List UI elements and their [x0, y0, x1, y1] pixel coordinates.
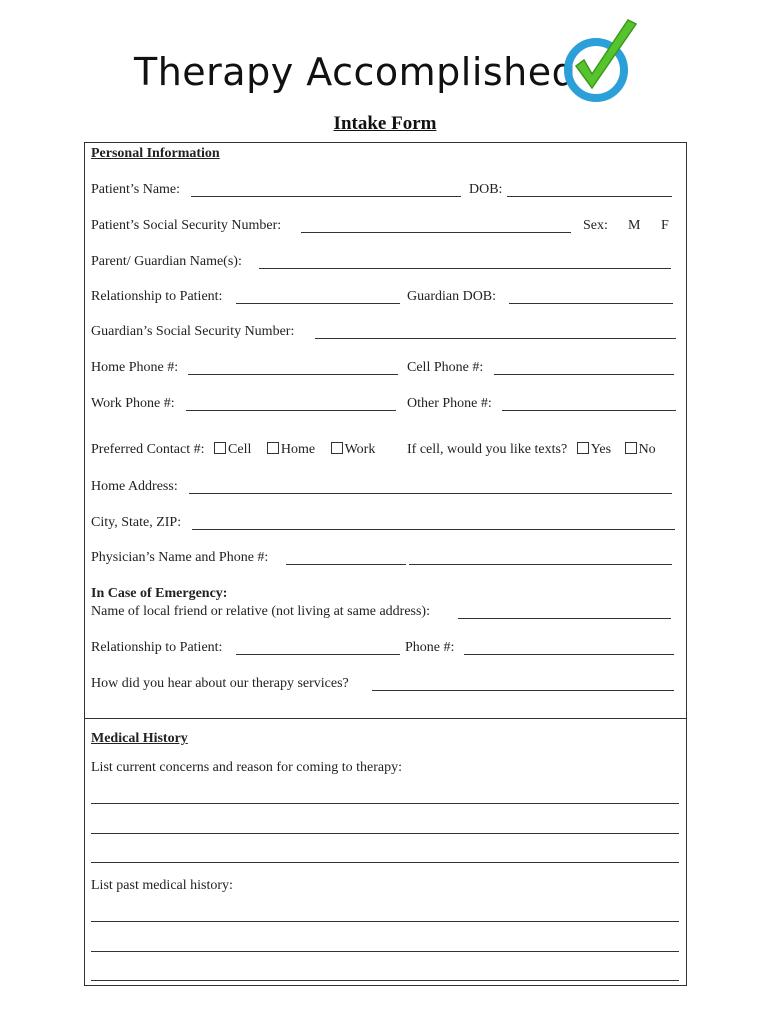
guardian-dob-field[interactable]	[509, 303, 673, 304]
city-state-zip-label: City, State, ZIP:	[91, 515, 182, 530]
checkbox-yes-label: Yes	[590, 442, 612, 457]
city-state-zip-field[interactable]	[192, 529, 675, 530]
checkbox-work[interactable]	[331, 442, 343, 454]
past-history-line-2[interactable]	[91, 951, 679, 952]
cell-phone-label: Cell Phone #:	[407, 360, 484, 375]
sex-label: Sex:	[583, 218, 608, 233]
texts-row	[407, 442, 656, 458]
preferred-contact-row	[91, 442, 375, 458]
checkbox-home-label: Home	[280, 442, 316, 457]
cell-phone-field[interactable]	[494, 374, 674, 375]
preferred-contact-label: Preferred Contact #:	[91, 442, 205, 457]
medical-history-heading: Medical History	[91, 731, 188, 746]
emergency-phone-label: Phone #:	[405, 640, 455, 655]
emergency-phone-field[interactable]	[464, 654, 674, 655]
header	[0, 0, 770, 110]
dob-label: DOB:	[469, 182, 503, 197]
emergency-relationship-field[interactable]	[236, 654, 400, 655]
checkbox-work-label: Work	[344, 442, 376, 457]
physician-label: Physician’s Name and Phone #:	[91, 550, 269, 565]
other-phone-field[interactable]	[502, 410, 676, 411]
dob-field[interactable]	[507, 196, 672, 197]
concerns-label: List current concerns and reason for coming to therapy:	[91, 760, 403, 775]
home-phone-field[interactable]	[188, 374, 398, 375]
home-address-label: Home Address:	[91, 479, 178, 494]
relationship-label: Relationship to Patient:	[91, 289, 223, 304]
sex-option-f[interactable]: F	[661, 218, 669, 233]
checkbox-yes[interactable]	[577, 442, 589, 454]
checkbox-home[interactable]	[267, 442, 279, 454]
other-phone-label: Other Phone #:	[407, 396, 492, 411]
past-history-line-3[interactable]	[91, 980, 679, 981]
past-history-line-1[interactable]	[91, 921, 679, 922]
guardian-ssn-field[interactable]	[315, 338, 676, 339]
checkmark-logo-icon	[562, 18, 642, 104]
checkbox-cell-label: Cell	[228, 442, 252, 457]
emergency-contact-label: Name of local friend or relative (not living at same address):	[91, 604, 430, 619]
emergency-contact-field[interactable]	[458, 618, 671, 619]
relationship-field[interactable]	[236, 303, 400, 304]
guardian-ssn-label: Guardian’s Social Security Number:	[91, 324, 295, 339]
concerns-line-1[interactable]	[91, 803, 679, 804]
home-phone-label: Home Phone #:	[91, 360, 179, 375]
emergency-relationship-label: Relationship to Patient:	[91, 640, 223, 655]
concerns-line-2[interactable]	[91, 833, 679, 834]
concerns-line-3[interactable]	[91, 862, 679, 863]
referral-field[interactable]	[372, 690, 674, 691]
past-history-label: List past medical history:	[91, 878, 233, 893]
texts-question: If cell, would you like texts?	[407, 442, 568, 457]
checkbox-cell[interactable]	[214, 442, 226, 454]
home-address-field[interactable]	[189, 493, 672, 494]
form-title: Intake Form	[333, 113, 437, 134]
checkbox-no-label: No	[638, 442, 656, 457]
patient-name-field[interactable]	[191, 196, 461, 197]
guardian-names-field[interactable]	[259, 268, 671, 269]
work-phone-label: Work Phone #:	[91, 396, 175, 411]
work-phone-field[interactable]	[186, 410, 396, 411]
brand-title: Therapy Accomplished	[134, 50, 577, 94]
ssn-label: Patient’s Social Security Number:	[91, 218, 282, 233]
patient-name-label: Patient’s Name:	[91, 182, 181, 197]
physician-name-field[interactable]	[286, 564, 406, 565]
medical-history-section	[84, 718, 687, 986]
referral-label: How did you hear about our therapy services?	[91, 676, 349, 691]
guardian-dob-label: Guardian DOB:	[407, 289, 497, 304]
personal-info-heading: Personal Information	[91, 146, 220, 161]
ssn-field[interactable]	[301, 232, 571, 233]
guardian-names-label: Parent/ Guardian Name(s):	[91, 254, 242, 269]
sex-option-m[interactable]: M	[628, 218, 641, 233]
emergency-heading: In Case of Emergency:	[91, 586, 228, 601]
checkbox-no[interactable]	[625, 442, 637, 454]
physician-phone-field[interactable]	[409, 564, 672, 565]
